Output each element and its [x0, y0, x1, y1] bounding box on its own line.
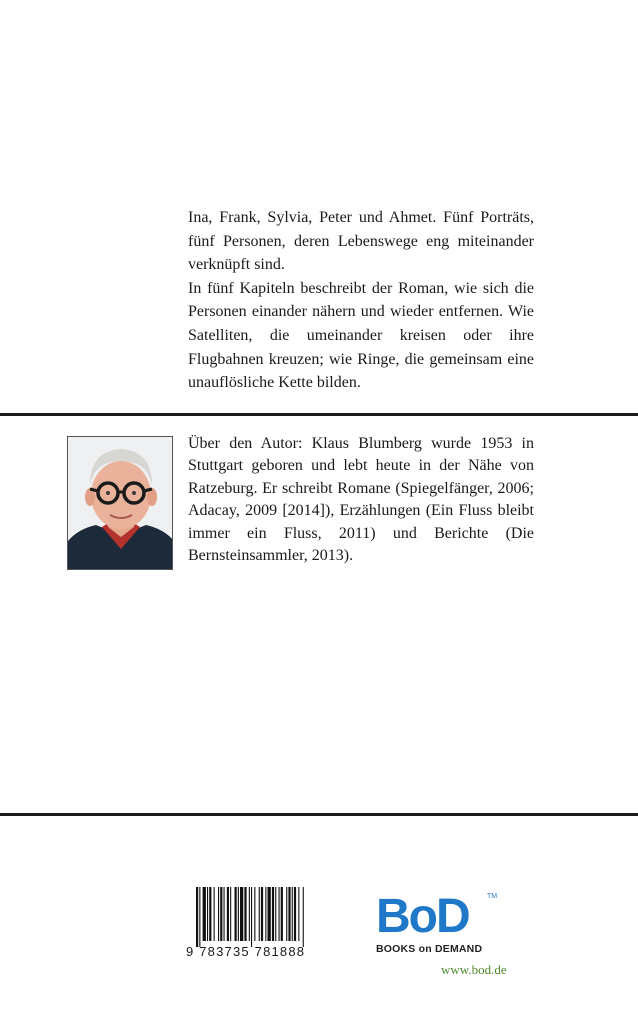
isbn-number: 9 783735 781888	[186, 944, 306, 959]
barcode-bar	[240, 887, 243, 941]
divider-bottom	[0, 813, 638, 816]
barcode-bar	[292, 887, 293, 941]
barcode-bar	[254, 887, 255, 941]
barcode-bar	[259, 887, 260, 941]
barcode-bar	[230, 887, 231, 941]
barcode-bar	[224, 887, 225, 941]
publisher-url[interactable]: www.bod.de	[441, 962, 507, 977]
barcode-bar	[272, 887, 274, 941]
barcode-bar	[275, 887, 276, 941]
bod-logo: BoD	[376, 890, 469, 943]
divider-top	[0, 413, 638, 416]
barcode-bar	[298, 887, 299, 941]
author-bio: Über den Autor: Klaus Blumberg wurde 1953 in Stuttgart geboren und lebt heute in der Nähe von Ratzeburg. Er schreibt Romane (Spiegelfänger, 2006; Adacay, 2009 [2014]), Erzählungen (Ein Fluss bleibt immer ein Fluss, 2011) und Berichte (Die Bernsteinsammler, 2013).	[188, 435, 534, 565]
barcode-bar	[294, 887, 296, 941]
barcode-bar	[261, 887, 263, 941]
barcode-bar	[235, 887, 237, 941]
barcode-bar	[218, 887, 219, 941]
barcode-bar	[279, 887, 280, 941]
barcode-bar	[286, 887, 287, 941]
barcode-bar	[207, 887, 208, 941]
barcode-bar	[196, 887, 198, 947]
barcode-bar	[214, 887, 215, 941]
barcode-bar	[249, 887, 250, 941]
bod-trademark: TM	[487, 893, 498, 900]
author-photo	[67, 436, 173, 570]
barcode-bar	[251, 887, 252, 947]
barcode-bar	[238, 887, 239, 941]
barcode-bar	[244, 887, 246, 941]
blurb-paragraph-1: Ina, Frank, Sylvia, Peter und Ahmet. Fünf Porträts, fünf Personen, deren Lebenswege eng miteinander verknüpft sind.	[188, 209, 534, 274]
barcode-bar	[268, 887, 271, 941]
barcode-bar	[220, 887, 222, 941]
bod-subtitle: BOOKS on DEMAND	[376, 943, 483, 955]
barcode-bar	[203, 887, 206, 941]
barcode-bar	[199, 887, 200, 947]
barcode-bar	[209, 887, 211, 941]
barcode-bar	[265, 887, 266, 941]
blurb-paragraph-2: In fünf Kapiteln beschreibt der Roman, wie sich die Personen einander nähern und wieder entfernen. Wie Satelliten, die umeinander kreisen oder ihre Flugbahnen kreuzen; wie Ringe, die gemeinsam eine unauflösliche Kette bilden.	[188, 279, 534, 392]
barcode-bar	[281, 887, 283, 941]
barcode-bar	[303, 887, 304, 947]
barcode-bar	[227, 887, 229, 941]
back-cover-blurb	[188, 206, 534, 395]
barcode-bar	[288, 887, 290, 941]
